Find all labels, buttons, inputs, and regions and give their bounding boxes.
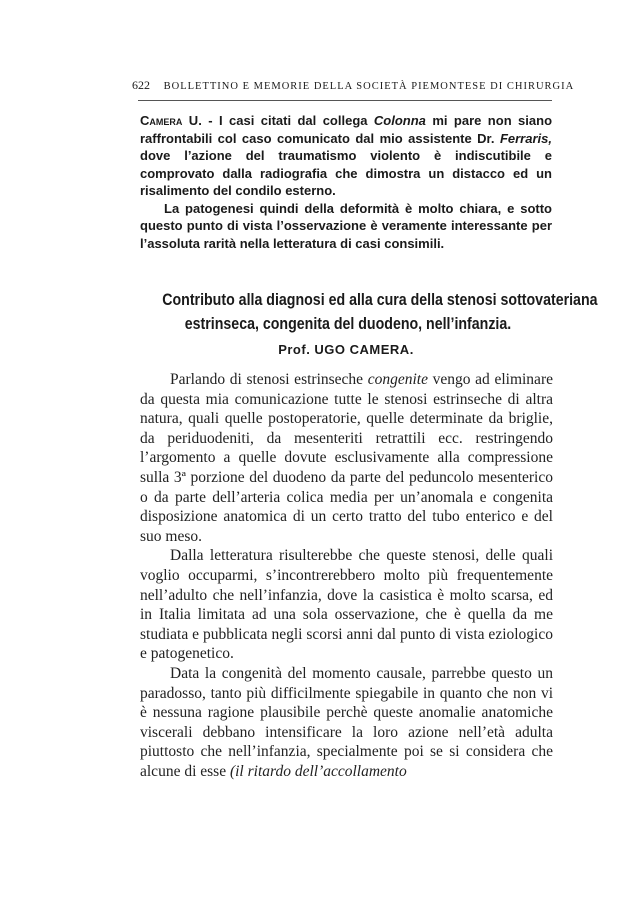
emphasis: congenite: [367, 371, 428, 388]
page-number: 622: [132, 78, 150, 92]
running-header: [132, 78, 575, 93]
body-paragraph: [140, 370, 553, 546]
header-rule: [138, 100, 552, 101]
body-paragraph: Dalla letteratura risulterebbe che queste stenosi, delle quali voglio occuparmi, s’incontrerebbero molto più frequentemente nell’adulto che nell’infanzia, dove la casistica è molto scarsa, ed in Italia limitata ad una sola osservazione, che è quella da me studiata e pubblicata negli scorsi anni dal punto di vista eziologico e patogenetico.: [140, 547, 553, 663]
discussion-text: mi pare non siano raffrontabili col caso comunicato dal mio assistente Dr.: [140, 113, 553, 146]
discussion-text: dove l’azione del traumatismo violento è indiscutibile e comprovato dalla radiografia che dimostra un distacco ed un risalimento del condilo esterno.: [140, 148, 552, 198]
title-line: Contributo alla diagnosi ed alla cura della stenosi sottovateriana: [162, 291, 598, 309]
discussion-text: - I casi citati dal collega: [201, 113, 374, 128]
speaker-name: Camera U.: [140, 113, 202, 128]
article-author: Prof. UGO CAMERA.: [278, 342, 414, 357]
body-text: Data la congenità del momento causale, parrebbe questo un paradosso, tanto più difficilmente spiegabile in quanto che non vi è nessuna ragione plausibile perchè queste anomalie anatomiche viscerali debbano intensificare la loro azione nell’età adulta piuttosto che nell’infanzia, specialmente poi se si considera che alcune di esse: [140, 664, 553, 780]
running-title: BOLLETTINO E MEMORIE DELLA SOCIETÀ PIEMONTESE DI CHIRURGIA: [163, 81, 575, 92]
emphasis: (il ritardo dell’accollamento: [229, 762, 407, 780]
body-text: vengo ad eliminare da questa mia comunicazione tutte le stenosi estrinseche di altra natura, quali quelle postoperatorie, quelle determinate da briglie, da periduodeniti, da mesenteriti retrattili ecc. restringendo l’argomento a quelle dovute esclusivamente alla compressione sulla 3ª porzione del duodeno da parte del peduncolo mesenterico o da parte dell’arteria colica media per un’anomala e congenita disposizione anatomica di un certo tratto del tubo enterico e del suo meso.: [140, 371, 553, 545]
article-body: [140, 370, 553, 781]
colleague-name: Colonna: [373, 113, 426, 128]
body-paragraph: [140, 664, 553, 782]
discussion-paragraph: [140, 112, 552, 200]
discussion-paragraph: La patogenesi quindi della deformità è molto chiara, e sotto questo punto di vista l’osservazione è veramente interessante per l’assoluta rarità nella letteratura di casi consimili.: [140, 200, 552, 251]
assistant-name: Ferraris,: [499, 130, 552, 146]
body-text: Parlando di stenosi estrinseche: [170, 371, 368, 388]
article-title: [162, 288, 598, 336]
title-line: estrinseca, congenita del duodeno, nell’infanzia.: [184, 315, 512, 333]
discussion-block: [140, 112, 552, 252]
